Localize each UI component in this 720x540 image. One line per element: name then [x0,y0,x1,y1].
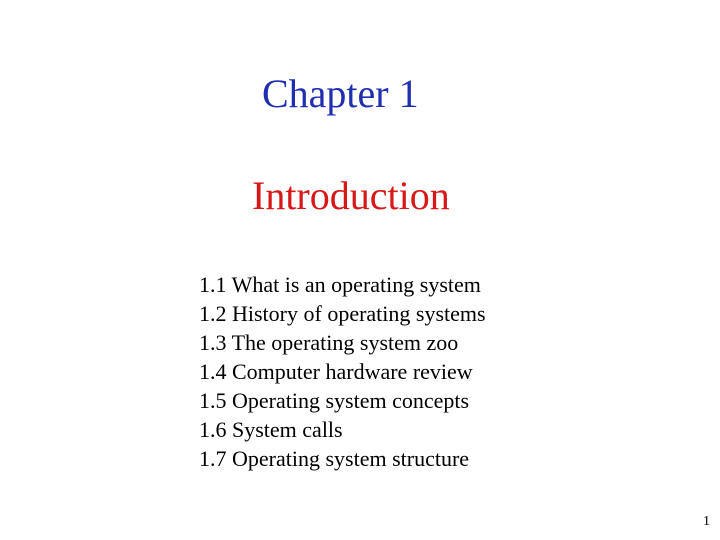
section-title: Introduction [252,173,450,218]
toc-item: 1.6 System calls [199,417,343,442]
table-of-contents [199,270,486,473]
toc-item: 1.1 What is an operating system [199,272,481,297]
toc-item: 1.7 Operating system structure [199,446,470,471]
page-number: 1 [703,514,710,529]
chapter-title: Chapter 1 [262,71,419,116]
toc-item: 1.2 History of operating systems [199,301,486,326]
toc-item: 1.5 Operating system concepts [199,388,470,413]
toc-item: 1.3 The operating system zoo [199,330,459,355]
toc-item: 1.4 Computer hardware review [199,359,473,384]
